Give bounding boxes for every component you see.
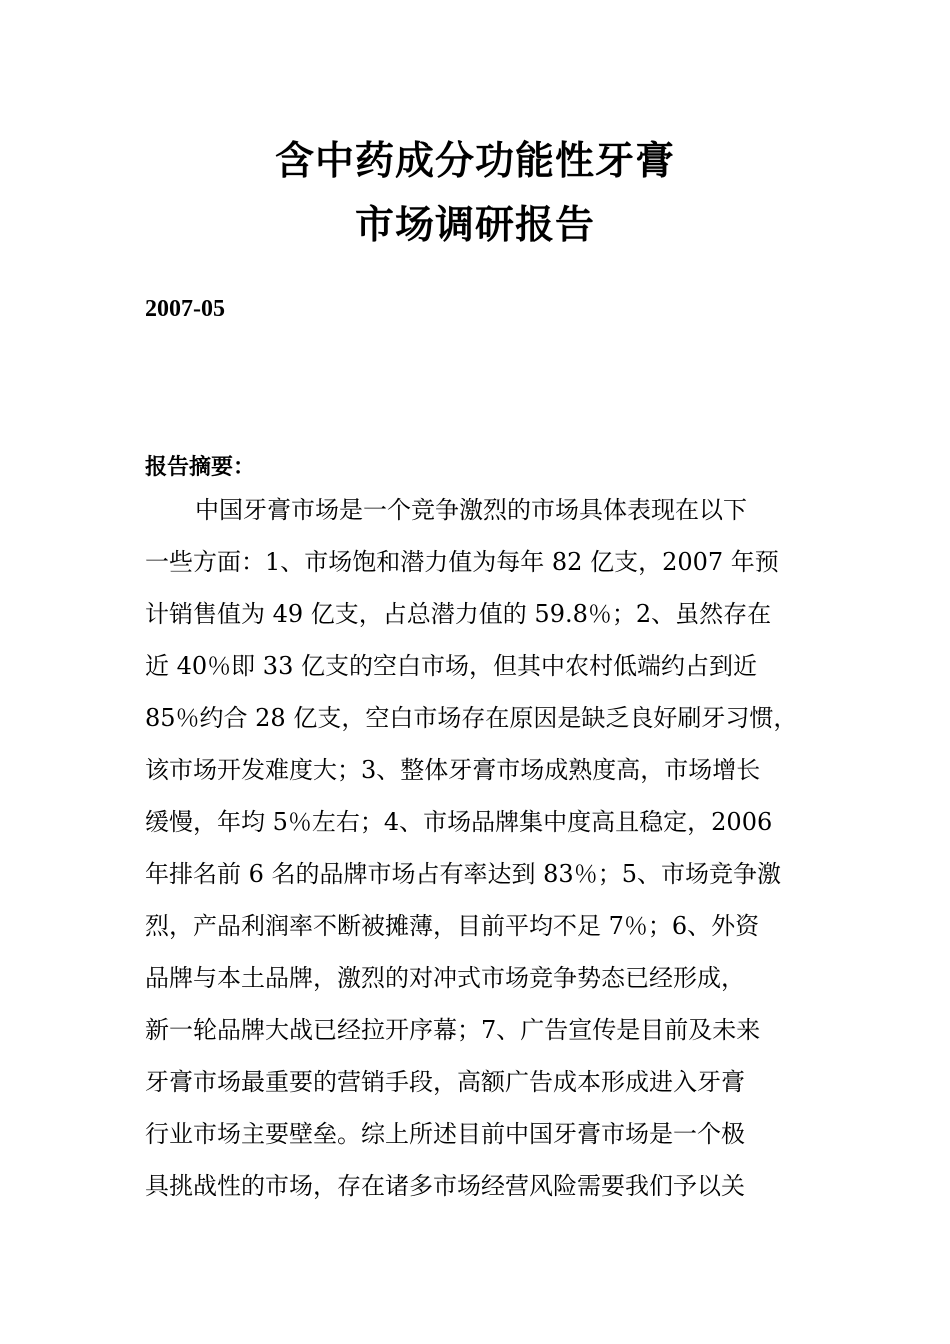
document-title-line-2: 市场调研报告 xyxy=(354,203,595,248)
abstract-line: 具挑战性的市场，存在诸多市场经营风险需要我们予以关 xyxy=(145,1172,745,1200)
abstract-line: 近 40％即 33 亿支的空白市场，但其中农村低端约占到近 xyxy=(145,652,757,680)
abstract-line: 新一轮品牌大战已经拉开序幕；7、广告宣传是目前及未来 xyxy=(145,1016,761,1044)
abstract-line: 品牌与本土品牌，激烈的对冲式市场竞争势态已经形成， xyxy=(145,964,745,992)
abstract-line: 年排名前 6 名的品牌市场占有率达到 83％；5、市场竞争激 xyxy=(145,860,781,888)
abstract-line: 计销售值为 49 亿支，占总潜力值的 59.8％；2、虽然存在 xyxy=(145,600,772,628)
abstract-line: 牙膏市场最重要的营销手段，高额广告成本形成进入牙膏 xyxy=(145,1068,745,1096)
abstract-line: 中国牙膏市场是一个竞争激烈的市场具体表现在以下 xyxy=(195,496,747,524)
document-title-line-1: 含中药成分功能性牙膏 xyxy=(274,139,675,184)
abstract-line: 85％约合 28 亿支，空白市场存在原因是缺乏良好刷牙习惯， xyxy=(145,704,798,732)
abstract-line: 行业市场主要壁垒。综上所述目前中国牙膏市场是一个极 xyxy=(145,1120,745,1148)
report-date: 2007-05 xyxy=(145,296,225,322)
abstract-line: 烈，产品利润率不断被摊薄，目前平均不足 7％；6、外资 xyxy=(145,912,760,940)
abstract-line: 一些方面：1、市场饱和潜力值为每年 82 亿支，2007 年预 xyxy=(145,548,779,576)
abstract-heading: 报告摘要： xyxy=(145,455,256,480)
abstract-line: 缓慢，年均 5％左右；4、市场品牌集中度高且稳定，2006 xyxy=(145,808,773,836)
abstract-line: 该市场开发难度大；3、整体牙膏市场成熟度高，市场增长 xyxy=(145,756,761,784)
